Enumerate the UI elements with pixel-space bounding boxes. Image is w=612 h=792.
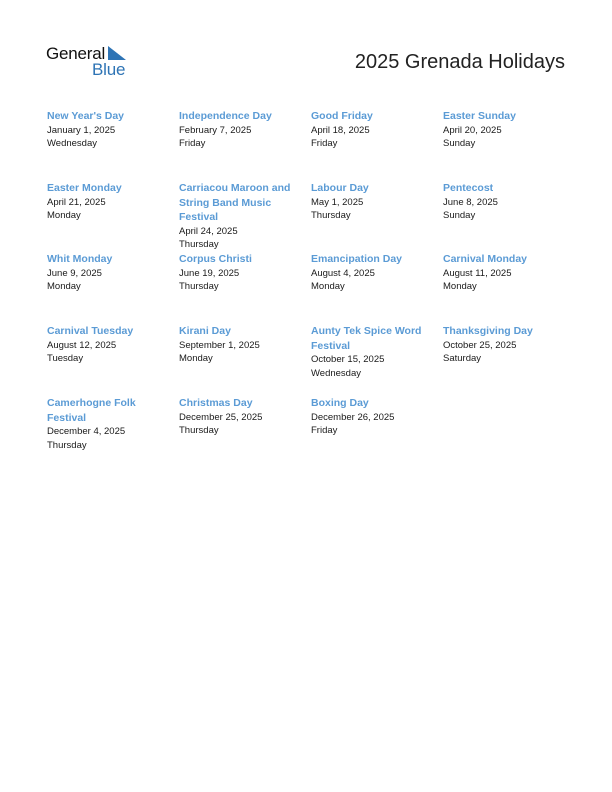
holiday-weekday: Tuesday [47, 353, 84, 364]
holiday-date: December 4, 2025 [47, 426, 126, 437]
holiday-date: April 20, 2025 [443, 124, 502, 136]
holiday-date: January 1, 2025 [47, 124, 116, 136]
holiday-date: October 15, 2025 [311, 354, 385, 365]
holiday-weekday: Monday [47, 281, 81, 292]
holiday-weekday: Wednesday [47, 138, 97, 149]
holiday-weekday: Thursday [47, 439, 87, 451]
holiday-date: April 21, 2025 [47, 196, 106, 208]
holiday-date: June 8, 2025 [443, 196, 498, 208]
holiday-name: Easter Monday [47, 182, 122, 194]
holiday-entry [443, 181, 567, 223]
holiday-date: August 11, 2025 [443, 267, 512, 279]
holiday-name: Aunty Tek Spice Word Festival [311, 325, 422, 352]
holiday-weekday: Monday [311, 281, 345, 292]
holiday-name: Boxing Day [311, 397, 369, 409]
holiday-name: Emancipation Day [311, 253, 403, 265]
holiday-date: April 24, 2025 [179, 225, 238, 237]
holiday-name: Pentecost [443, 182, 494, 194]
holiday-entry [47, 109, 171, 151]
holiday-weekday: Thursday [179, 281, 219, 292]
holiday-entry [311, 252, 435, 294]
holiday-name: Carnival Tuesday [47, 325, 134, 337]
holiday-weekday: Friday [311, 138, 338, 149]
holiday-weekday: Thursday [179, 425, 219, 436]
holiday-name: Labour Day [311, 182, 369, 194]
logo-text-blue: Blue [92, 60, 126, 79]
logo-flag-icon [108, 46, 126, 60]
holiday-entry [47, 252, 171, 294]
holiday-entry [47, 396, 171, 452]
holiday-entry [47, 324, 171, 366]
holiday-date: August 12, 2025 [47, 339, 117, 351]
holiday-name: Easter Sunday [443, 110, 516, 122]
holiday-entry [179, 252, 303, 294]
holiday-entry [443, 109, 567, 151]
holiday-date: February 7, 2025 [179, 124, 252, 136]
logo-text-general: General [46, 44, 106, 63]
holiday-weekday: Monday [47, 210, 81, 221]
holiday-weekday: Sunday [443, 210, 476, 221]
holiday-weekday: Friday [179, 138, 206, 149]
holiday-entry [311, 181, 435, 223]
generalblue-logo [46, 44, 136, 80]
holiday-name: Kirani Day [179, 325, 231, 337]
holiday-date: August 4, 2025 [311, 267, 375, 279]
holiday-name: Carriacou Maroon and String Band Music Festival [179, 182, 291, 223]
holiday-entry [443, 324, 567, 366]
holiday-date: June 9, 2025 [47, 267, 102, 279]
holiday-date: September 1, 2025 [179, 339, 260, 351]
holiday-date: December 26, 2025 [311, 411, 395, 423]
holiday-entry [179, 181, 303, 252]
holiday-weekday: Wednesday [311, 367, 361, 379]
holiday-entry [443, 252, 567, 294]
holiday-weekday: Thursday [179, 239, 219, 250]
holiday-name: Corpus Christi [179, 253, 252, 265]
holiday-entry [311, 396, 435, 438]
holiday-name: Camerhogne Folk Festival [47, 397, 136, 424]
holiday-date: June 19, 2025 [179, 267, 240, 279]
holiday-date: April 18, 2025 [311, 124, 370, 136]
holiday-date: May 1, 2025 [311, 196, 364, 208]
holiday-entry [179, 109, 303, 151]
holiday-weekday: Saturday [443, 353, 482, 364]
holiday-date: October 25, 2025 [443, 339, 517, 351]
holiday-entry [179, 324, 303, 366]
holiday-name: Good Friday [311, 110, 373, 122]
holiday-weekday: Sunday [443, 138, 476, 149]
holiday-entry [311, 109, 435, 151]
holiday-weekday: Friday [311, 425, 338, 436]
holiday-name: Christmas Day [179, 397, 253, 409]
holiday-weekday: Thursday [311, 210, 351, 221]
holiday-date: December 25, 2025 [179, 411, 263, 423]
holiday-name: Independence Day [179, 110, 272, 122]
page-title: 2025 Grenada Holidays [354, 51, 565, 73]
holiday-weekday: Monday [443, 281, 477, 292]
holiday-weekday: Monday [179, 353, 213, 364]
holiday-entry [179, 396, 303, 438]
holiday-entry [311, 324, 435, 380]
holiday-name: Whit Monday [47, 253, 113, 265]
holiday-name: Carnival Monday [443, 253, 528, 265]
holiday-entry [47, 181, 171, 223]
holiday-name: Thanksgiving Day [443, 325, 533, 337]
holiday-name: New Year's Day [47, 110, 125, 122]
